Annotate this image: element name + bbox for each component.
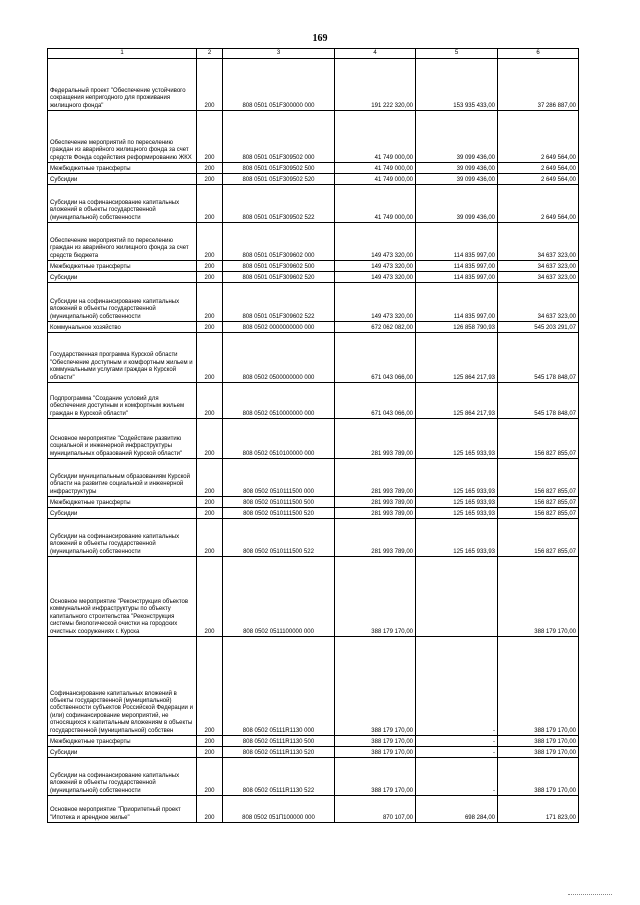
row-value-5: 153 935 433,00 <box>416 59 498 111</box>
row-value-6: 156 827 855,07 <box>498 519 579 557</box>
row-name: Субсидии на софинансирование капитальных вложений в объекты государственной (муниципальной) собственности <box>48 758 197 796</box>
table-row <box>48 333 579 383</box>
table-row <box>48 747 579 758</box>
row-value-6: 388 179 170,00 <box>498 736 579 747</box>
row-value-6: 388 179 170,00 <box>498 557 579 637</box>
row-name: Субсидии на софинансирование капитальных вложений в объекты государственной (муниципальной) собственности <box>48 185 197 223</box>
row-value-6: 156 827 855,07 <box>498 508 579 519</box>
row-name: Обеспечение мероприятий по переселению граждан из аварийного жилищного фонда за счет средств Фонда содействия реформированию ЖКХ <box>48 111 197 163</box>
row-code: 808 0502 05111R1130 522 <box>223 758 335 796</box>
table-row <box>48 283 579 322</box>
row-name: Коммунальное хозяйство <box>48 322 197 333</box>
row-value-6: 388 179 170,00 <box>498 758 579 796</box>
table-row <box>48 223 579 261</box>
row-value-4: 191 222 320,00 <box>335 59 416 111</box>
row-code: 808 0502 0500000000 000 <box>223 333 335 383</box>
row-value-4: 41 749 000,00 <box>335 111 416 163</box>
row-value-6: 2 649 564,00 <box>498 174 579 185</box>
row-code: 808 0501 051F300000 000 <box>223 59 335 111</box>
row-value-6: 388 179 170,00 <box>498 637 579 736</box>
row-value-4: 41 749 000,00 <box>335 174 416 185</box>
row-code: 808 0502 0510100000 000 <box>223 419 335 459</box>
table-row <box>48 736 579 747</box>
row-name: Основное мероприятие "Содействие развитию социальной и инженерной инфраструктуры муниципальных образований Курской области" <box>48 419 197 459</box>
row-name: Субсидии <box>48 747 197 758</box>
table-row <box>48 163 579 174</box>
row-name: Субсидии на софинансирование капитальных вложений в объекты государственной (муниципальной) собственности <box>48 519 197 557</box>
row-value-5: 114 835 997,00 <box>416 223 498 261</box>
row-value-4: 41 749 000,00 <box>335 185 416 223</box>
scan-edge-mark <box>568 894 612 895</box>
row-code: 808 0502 0510000000 000 <box>223 383 335 419</box>
row-org: 200 <box>197 519 223 557</box>
row-value-5: - <box>416 637 498 736</box>
row-value-4: 870 107,00 <box>335 796 416 823</box>
row-org: 200 <box>197 322 223 333</box>
row-value-4: 672 062 082,00 <box>335 322 416 333</box>
row-value-4: 388 179 170,00 <box>335 637 416 736</box>
row-org: 200 <box>197 383 223 419</box>
row-code: 808 0501 051F309502 500 <box>223 163 335 174</box>
row-value-5: 125 165 933,93 <box>416 497 498 508</box>
row-value-5: 114 835 997,00 <box>416 283 498 322</box>
row-name: Межбюджетные трансферты <box>48 497 197 508</box>
row-name: Субсидии <box>48 508 197 519</box>
row-org: 200 <box>197 419 223 459</box>
row-value-5: 39 099 436,00 <box>416 185 498 223</box>
row-code: 808 0501 051F309502 520 <box>223 174 335 185</box>
row-org: 200 <box>197 497 223 508</box>
row-org: 200 <box>197 508 223 519</box>
row-value-5: 125 165 933,93 <box>416 419 498 459</box>
row-code: 808 0502 05111R1130 000 <box>223 637 335 736</box>
row-org: 200 <box>197 59 223 111</box>
row-value-4: 281 993 789,00 <box>335 459 416 497</box>
row-value-4: 281 993 789,00 <box>335 497 416 508</box>
row-value-5: - <box>416 747 498 758</box>
row-value-5: 126 858 790,93 <box>416 322 498 333</box>
row-name: Государственная программа Курской области "Обеспечение доступным и комфортным жильем и коммунальными услугами граждан в Курской области" <box>48 333 197 383</box>
table-row <box>48 557 579 637</box>
row-value-5: 125 165 933,93 <box>416 459 498 497</box>
column-header: 3 <box>223 49 335 59</box>
column-header: 2 <box>197 49 223 59</box>
row-value-6: 545 203 291,07 <box>498 322 579 333</box>
table-row <box>48 174 579 185</box>
row-org: 200 <box>197 174 223 185</box>
budget-table <box>47 48 579 823</box>
row-code: 808 0502 0510111500 000 <box>223 459 335 497</box>
row-value-5: 125 165 933,93 <box>416 508 498 519</box>
row-value-6: 156 827 855,07 <box>498 497 579 508</box>
table-row <box>48 322 579 333</box>
row-value-4: 388 179 170,00 <box>335 736 416 747</box>
row-value-5: - <box>416 736 498 747</box>
column-header: 1 <box>48 49 197 59</box>
row-value-6: 2 649 564,00 <box>498 185 579 223</box>
row-code: 808 0502 05111R1130 500 <box>223 736 335 747</box>
row-name: Федеральный проект "Обеспечение устойчивого сокращения непригодного для проживания жилищного фонда" <box>48 59 197 111</box>
row-code: 808 0501 051F309602 522 <box>223 283 335 322</box>
row-org: 200 <box>197 261 223 272</box>
table-row <box>48 111 579 163</box>
row-value-4: 149 473 320,00 <box>335 272 416 283</box>
row-code: 808 0502 05111R1130 520 <box>223 747 335 758</box>
row-value-4: 149 473 320,00 <box>335 283 416 322</box>
row-org: 200 <box>197 736 223 747</box>
row-name: Софинансирование капитальных вложений в объекты государственной (муниципальной) собственности субъектов Российской Федерации и (или) софинансирование мероприятий, не относящихся к капитальным вложениям в объекты государственной (муниципальной) собствен <box>48 637 197 736</box>
table-row <box>48 419 579 459</box>
row-value-4: 281 993 789,00 <box>335 419 416 459</box>
row-org: 200 <box>197 185 223 223</box>
row-code: 808 0501 051F309502 000 <box>223 111 335 163</box>
row-code: 808 0501 051F309602 000 <box>223 223 335 261</box>
row-code: 808 0502 0510111500 520 <box>223 508 335 519</box>
column-header: 5 <box>416 49 498 59</box>
row-code: 808 0502 0510111500 500 <box>223 497 335 508</box>
row-value-6: 156 827 855,07 <box>498 419 579 459</box>
table-row <box>48 272 579 283</box>
table-row <box>48 758 579 796</box>
row-value-4: 149 473 320,00 <box>335 223 416 261</box>
row-name: Подпрограмма "Создание условий для обеспечения доступным и комфортным жильем граждан в Курской области" <box>48 383 197 419</box>
table-row <box>48 519 579 557</box>
row-code: 808 0502 0511100000 000 <box>223 557 335 637</box>
row-value-4: 281 993 789,00 <box>335 508 416 519</box>
column-header: 4 <box>335 49 416 59</box>
table-row <box>48 261 579 272</box>
row-name: Обеспечение мероприятий по переселению граждан из аварийного жилищного фонда за счет средств бюджета <box>48 223 197 261</box>
row-value-6: 34 637 323,00 <box>498 283 579 322</box>
row-org: 200 <box>197 758 223 796</box>
row-value-6: 2 649 564,00 <box>498 111 579 163</box>
row-value-6: 545 178 848,07 <box>498 333 579 383</box>
row-value-5: 698 284,00 <box>416 796 498 823</box>
row-name: Основное мероприятие "Реконструкция объектов коммунальной инфраструктуры по объекту капитального строительства "Реконструкция системы биологической очистки на городских очистных сооружениях г. Курска <box>48 557 197 637</box>
row-value-6: 171 823,00 <box>498 796 579 823</box>
row-value-5: - <box>416 758 498 796</box>
row-name: Субсидии на софинансирование капитальных вложений в объекты государственной (муниципальной) собственности <box>48 283 197 322</box>
row-value-6: 34 637 323,00 <box>498 272 579 283</box>
row-name: Основное мероприятие "Приоритетный проект "Ипотека и арендное жилье" <box>48 796 197 823</box>
row-value-6: 2 649 564,00 <box>498 163 579 174</box>
row-value-5: 39 099 436,00 <box>416 111 498 163</box>
row-code: 808 0501 051F309602 520 <box>223 272 335 283</box>
row-name: Субсидии <box>48 272 197 283</box>
row-org: 200 <box>197 747 223 758</box>
row-org: 200 <box>197 557 223 637</box>
row-value-6: 37 286 887,00 <box>498 59 579 111</box>
row-code: 808 0502 0000000000 000 <box>223 322 335 333</box>
row-value-4: 388 179 170,00 <box>335 747 416 758</box>
row-value-4: 388 179 170,00 <box>335 557 416 637</box>
row-code: 808 0501 051F309602 500 <box>223 261 335 272</box>
row-value-6: 156 827 855,07 <box>498 459 579 497</box>
row-value-5: 114 835 997,00 <box>416 272 498 283</box>
row-code: 808 0502 051П100000 000 <box>223 796 335 823</box>
table-row <box>48 459 579 497</box>
row-value-5: 125 864 217,93 <box>416 333 498 383</box>
row-code: 808 0502 0510111500 522 <box>223 519 335 557</box>
row-value-5: 125 165 933,93 <box>416 519 498 557</box>
row-code: 808 0501 051F309502 522 <box>223 185 335 223</box>
row-org: 200 <box>197 333 223 383</box>
row-value-6: 388 179 170,00 <box>498 747 579 758</box>
row-name: Межбюджетные трансферты <box>48 163 197 174</box>
table-row <box>48 637 579 736</box>
row-value-6: 545 178 848,07 <box>498 383 579 419</box>
table-row <box>48 383 579 419</box>
row-value-4: 149 473 320,00 <box>335 261 416 272</box>
table-row <box>48 508 579 519</box>
row-value-5: 39 099 436,00 <box>416 163 498 174</box>
table-row <box>48 185 579 223</box>
header-row <box>48 49 579 59</box>
row-org: 200 <box>197 796 223 823</box>
row-org: 200 <box>197 223 223 261</box>
row-value-5: 39 099 436,00 <box>416 174 498 185</box>
row-value-4: 671 043 066,00 <box>335 383 416 419</box>
row-name: Субсидии <box>48 174 197 185</box>
row-org: 200 <box>197 459 223 497</box>
row-value-6: 34 637 323,00 <box>498 223 579 261</box>
row-value-4: 671 043 066,00 <box>335 333 416 383</box>
column-header: 6 <box>498 49 579 59</box>
table-row <box>48 796 579 823</box>
row-name: Субсидии муниципальным образованиям Курской области на развитие социальной и инженерной инфраструктуры <box>48 459 197 497</box>
row-value-5 <box>416 557 498 637</box>
row-org: 200 <box>197 163 223 174</box>
row-org: 200 <box>197 283 223 322</box>
row-value-6: 34 637 323,00 <box>498 261 579 272</box>
row-org: 200 <box>197 272 223 283</box>
row-value-4: 388 179 170,00 <box>335 758 416 796</box>
row-org: 200 <box>197 111 223 163</box>
page-number: 169 <box>312 33 328 44</box>
table-row <box>48 497 579 508</box>
row-value-4: 41 749 000,00 <box>335 163 416 174</box>
row-name: Межбюджетные трансферты <box>48 736 197 747</box>
table-row <box>48 59 579 111</box>
row-name: Межбюджетные трансферты <box>48 261 197 272</box>
row-value-5: 125 864 217,93 <box>416 383 498 419</box>
row-value-4: 281 993 789,00 <box>335 519 416 557</box>
row-org: 200 <box>197 637 223 736</box>
row-value-5: 114 835 997,00 <box>416 261 498 272</box>
